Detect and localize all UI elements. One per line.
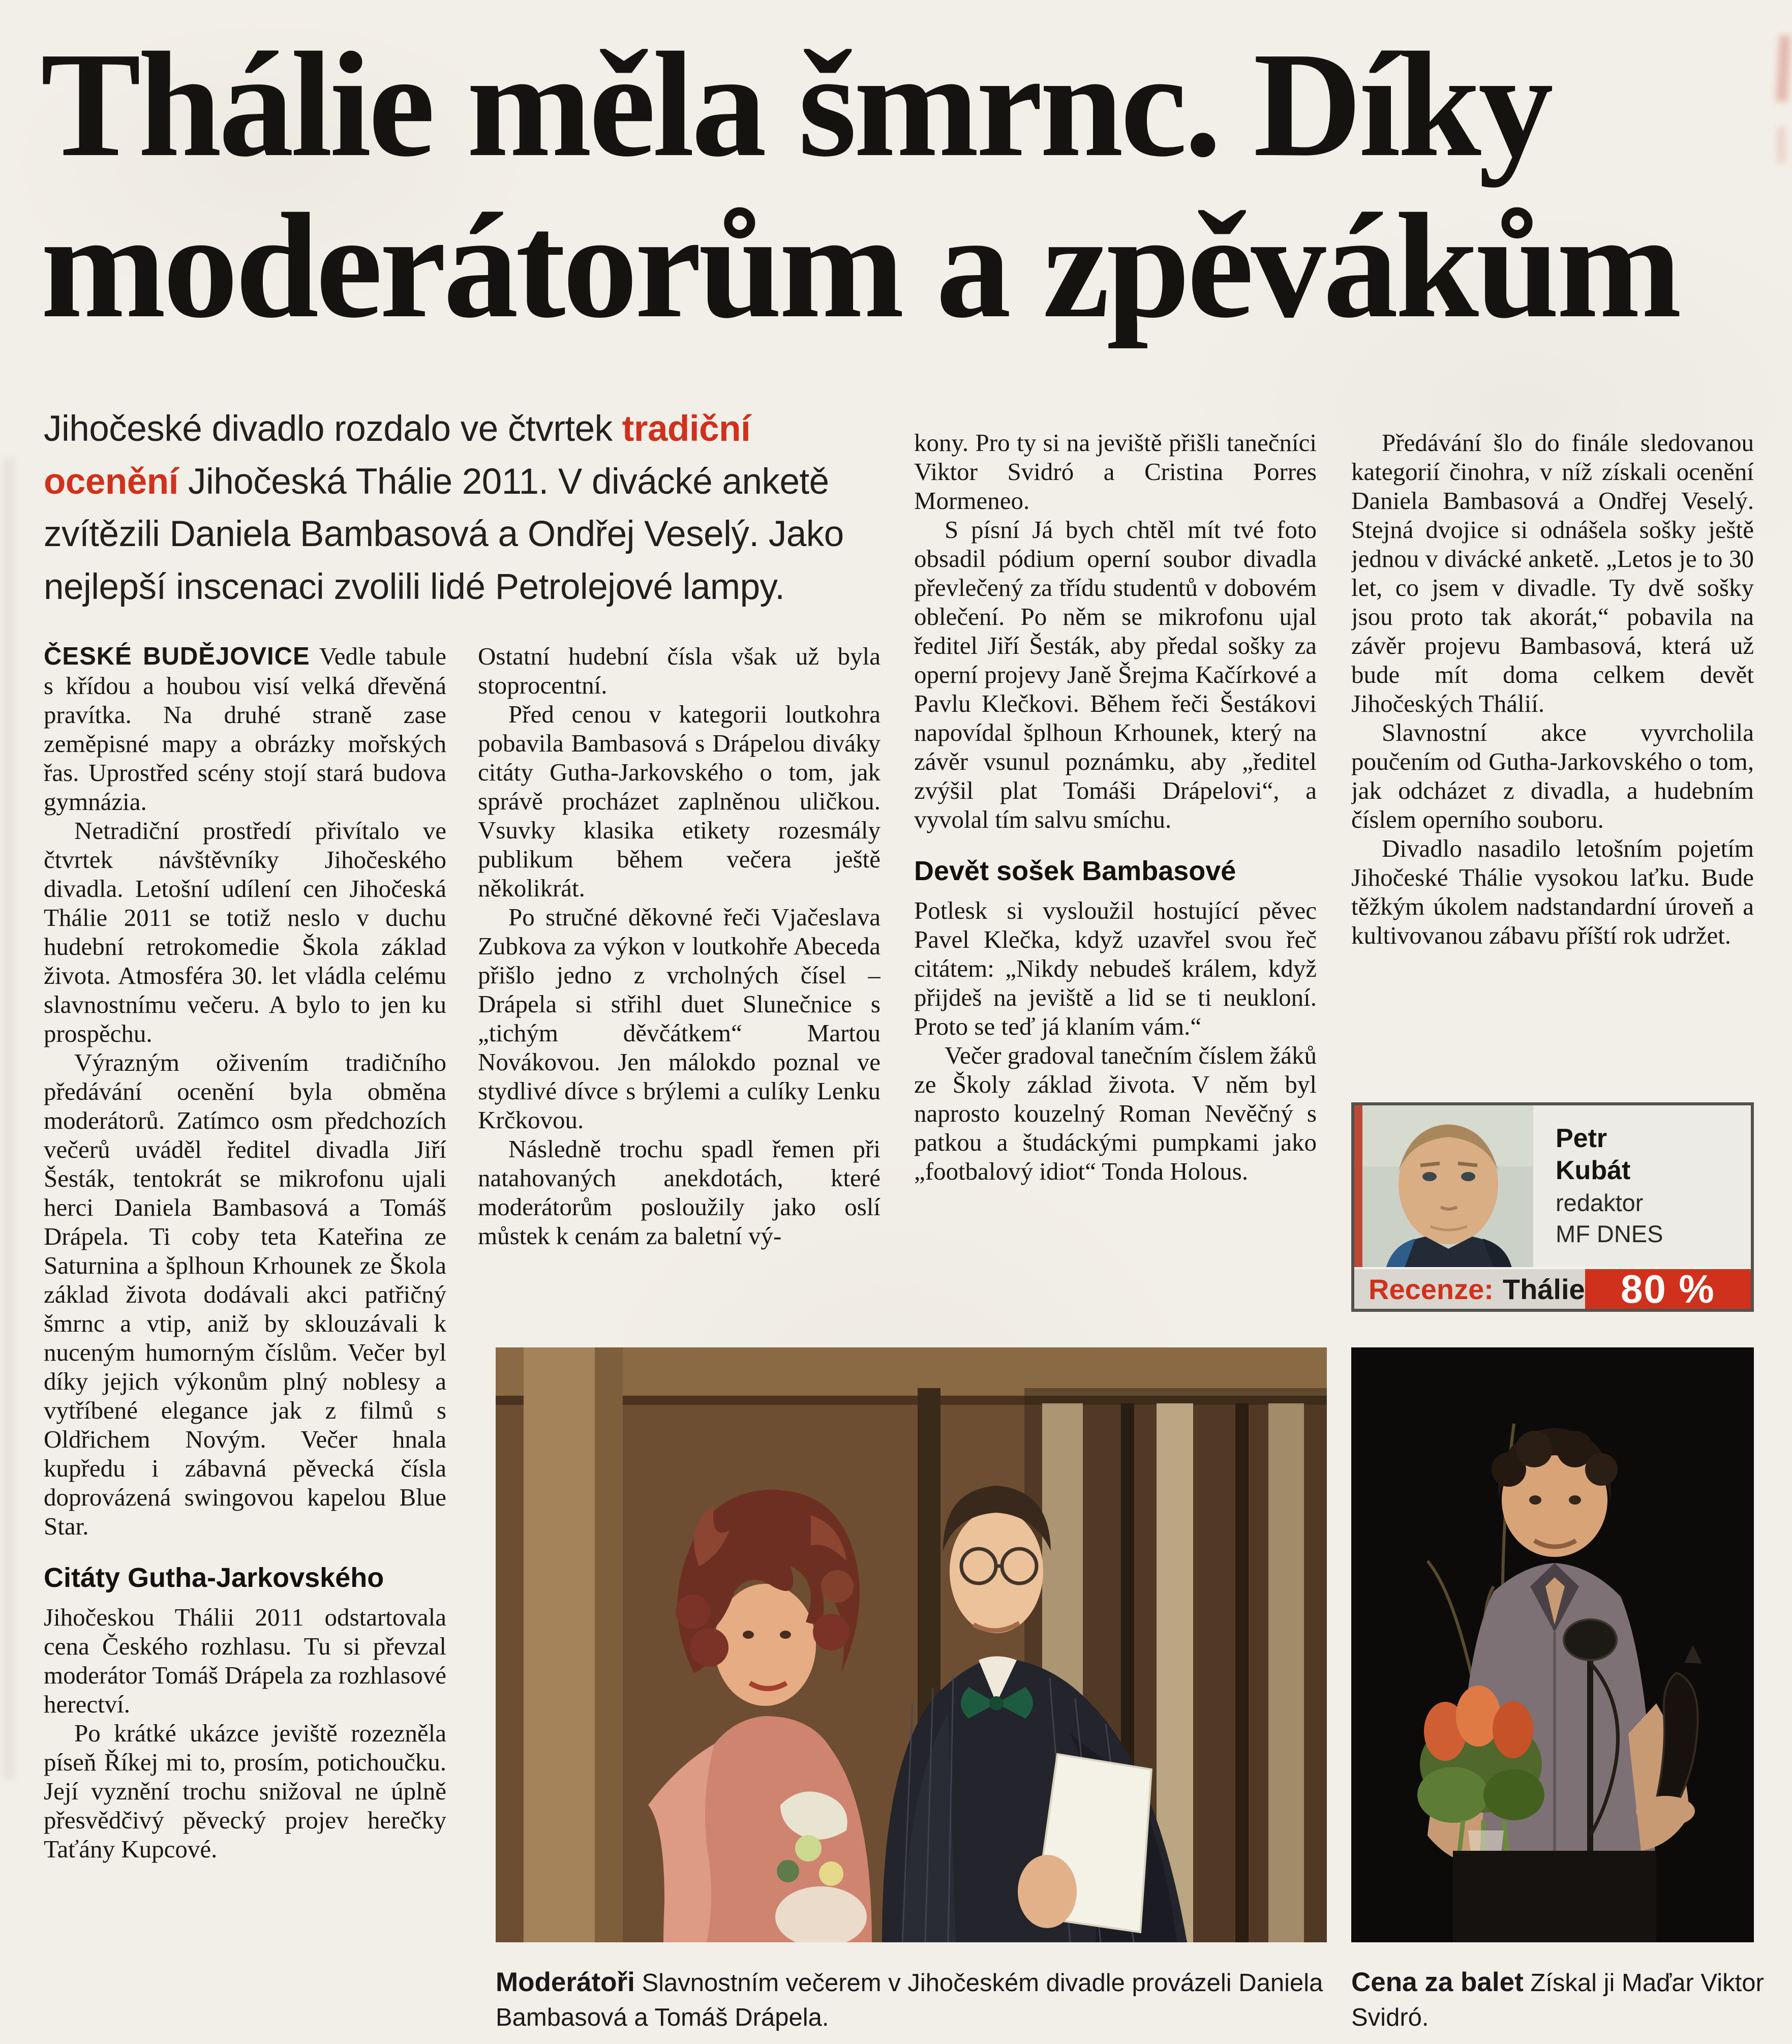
paragraph: Slavnostní akce vyvrcholila poučením od Gutha-Jarkovského o tom, jak odcházet z divadla, a hudebním číslem operního souboru. bbox=[1351, 718, 1754, 833]
reviewer-meta bbox=[1533, 1105, 1663, 1267]
caption-lead: Moderátoři bbox=[496, 1967, 635, 1997]
lead-paragraph bbox=[44, 403, 888, 614]
lead-text-start: Jihočeské divadlo rozdalo ve čtvrtek bbox=[44, 409, 622, 449]
review-bar bbox=[1354, 1267, 1751, 1309]
body-column-3 bbox=[914, 428, 1317, 1343]
headline-line-1: Thálie měla šmrnc. Díky bbox=[41, 21, 1551, 188]
caption-lead: Cena za balet bbox=[1351, 1967, 1524, 1997]
body-column-2 bbox=[478, 642, 880, 1343]
bleedthrough-mark bbox=[2, 458, 15, 1780]
paragraph: Po stručné děkovné řeči Vjačeslava Zubkova za výkon v loutkohře Abeceda přišlo jedno z vrcholných čísel – Drápela si střihl duet Slunečnice s „tichým děvčátkem“ Martou Novákovou. Jen málokdo poznal ve stydlivé dívce s brýlemi a culíky Lenku Krčkovou. bbox=[478, 903, 880, 1134]
paragraph: kony. Pro ty si na jeviště přišli tanečníci Viktor Svidró a Cristina Porres Mormeneo. bbox=[914, 429, 1317, 515]
headline-line-2: moderátorům a zpěvákům bbox=[41, 182, 1679, 349]
paragraph: Potlesk si vysloužil hostující pěvec Pavel Klečka, když uzavřel svou řeč citátem: „Nikdy nebudeš králem, když přijdeš na jeviště a lid se ti neukloní. Proto se teď já klaním vám.“ bbox=[914, 896, 1317, 1041]
paragraph: Jihočeskou Thálii 2011 odstartovala cena Českého rozhlasu. Tu si převzal moderátor Tomáš Drápela za rozhlasové herectví. bbox=[44, 1603, 446, 1719]
reviewer-role: redaktor bbox=[1556, 1189, 1644, 1216]
lead-text-end: Jihočeská Thálie 2011. V divácké anketě zvítězili Daniela Bambasová a Ondřej Veselý. Jako nejlepší inscenaci zvolili lidé Petrolejové lampy. bbox=[44, 461, 844, 607]
body-column-1 bbox=[44, 642, 446, 2035]
reviewer-first-name: Petr bbox=[1556, 1124, 1607, 1153]
side-photo-caption bbox=[1351, 1964, 1768, 2035]
paragraph bbox=[44, 642, 446, 816]
stage-photo bbox=[496, 1347, 1327, 1942]
paragraph-text: Vedle tabule s křídou a houbou visí velká dřevěná pravítka. Na druhé straně zase zeměpisné mapy a obrázky mořských řas. Uprostřed scény stojí stará budova gymnázia. bbox=[44, 642, 446, 816]
review-label: Recenze: bbox=[1369, 1273, 1494, 1305]
ballet-photo bbox=[1351, 1347, 1754, 1942]
lead-highlight: tradiční ocenění bbox=[44, 409, 751, 502]
main-photo-caption bbox=[496, 1964, 1329, 2035]
ballet-photo-illustration bbox=[1351, 1347, 1754, 1942]
review-top bbox=[1354, 1105, 1751, 1267]
paragraph: Netradiční prostředí přivítalo ve čtvrtek návštěvníky Jihočeského divadla. Letošní udílení cen Jihočeská Thálie 2011 se totiž neslo v duchu hudební retrokomedie Škola základ života. Atmosféra 30. let vládla celému slavnostnímu večeru. A bylo to jen ku prospěchu. bbox=[44, 817, 446, 1047]
stage-photo-illustration bbox=[496, 1347, 1327, 1942]
review-score-badge: 80 % bbox=[1585, 1269, 1751, 1309]
paragraph: Divadlo nasadilo letošním pojetím Jihočeské Thálie vysokou laťku. Bude těžkým úkolem nadstandardní úroveň a kultivovanou zábavu příští rok udržet. bbox=[1351, 834, 1754, 949]
reviewer-portrait-illustration bbox=[1354, 1105, 1533, 1267]
reviewer-photo bbox=[1354, 1105, 1533, 1267]
caption-text: Získal ji Maďar Viktor Svidró. bbox=[1351, 1969, 1764, 2032]
reviewer-last-name: Kubát bbox=[1556, 1156, 1631, 1186]
body-column-4 bbox=[1351, 428, 1754, 1094]
paragraph: S písní Já bych chtěl mít tvé foto obsadil pódium operní soubor divadla převlečený za třídu studentů v dobovém oblečení. Po něm se mikrofonu ujal ředitel Jiří Šesták, aby předal sošky za operní projevy Janě Šrejma Kačírkové a Pavlu Klečkovi. Během řeči Šestákovi napovídal šplhoun Krhounek, který na závěr vsunul poznámku, aby „ředitel zvýšil plat Tomáši Drápelovi“, a vyvolal tím salvu smíchu. bbox=[914, 516, 1317, 833]
caption-text: Slavnostním večerem v Jihočeském divadle provázeli Daniela Bambasová a Tomáš Drápela. bbox=[496, 1969, 1323, 2032]
paragraph: Následně trochu spadl řemen při natahovaných anekdotách, které moderátorům posloužily jako oslí můstek k cenám za baletní vý- bbox=[478, 1135, 880, 1250]
paragraph: Předávání šlo do finále sledovanou kategorií činohra, v níž získali ocenění Daniela Bambasová a Ondřej Veselý. Stejná dvojice si odnášela sošky ještě jednou v divácké anketě. „Letos je to 30 let, co jsem v divadle. Ty dvě sošky jsou proto tak akorát,“ pobavila na závěr projevu Bambasová, která už bude mít doma celkem devět Jihočeských Thálií. bbox=[1351, 429, 1754, 717]
dateline: ČESKÉ BUDĚJOVICE bbox=[44, 643, 310, 670]
subhead-devet-sosek: Devět sošek Bambasové bbox=[914, 856, 1236, 886]
reviewer-org: MF DNES bbox=[1556, 1220, 1663, 1247]
article-headline bbox=[41, 21, 1779, 349]
paragraph: Před cenou v kategorii loutkohra pobavila Bambasová s Drápelou diváky citáty Gutha-Jarkovského o tom, jak správě procházet zaplněnou uličkou. Vsuvky klasika etikety rozesmály publikum během večera ještě několikrát. bbox=[478, 700, 880, 902]
review-box bbox=[1351, 1102, 1754, 1312]
subhead-citaty: Citáty Gutha-Jarkovského bbox=[44, 1562, 384, 1593]
paragraph: Výrazným oživením tradičního předávání ocenění byla obměna moderátorů. Zatímco osm předchozích večerů uváděl ředitel divadla Jiří Šesták, tentokrát se mikrofonu ujali herci Daniela Bambasová a Tomáš Drápela. Ti coby teta Kateřina ze Saturnina a šplhoun Krhounek ze Škola základ života dodávali akci patřičný šmrnc a vtip, aniž by sklouzávali k nuceným humorným číslům. Večer byl díky jejich výkonům plný noblesy a vytříbené elegance jak z filmů s Oldřichem Novým. Večer hnala kupředu i zábavná pěvecká čísla doprovázená swingovou kapelou Blue Star. bbox=[44, 1048, 446, 1540]
paragraph: Po krátké ukázce jeviště rozezněla píseň Říkej mi to, prosím, potichoučku. Její vyznění trochu snižoval ne úplně přesvědčivý pěvecký projev herečky Taťány Kupcové. bbox=[44, 1719, 446, 1863]
review-subject: Thálie bbox=[1502, 1273, 1585, 1305]
paragraph: Ostatní hudební čísla však už byla stoprocentní. bbox=[478, 642, 880, 699]
paragraph: Večer gradoval tanečním číslem žáků ze Školy základ života. V něm byl naprosto kouzelný Roman Nevěčný s patkou a študáckými pumpkami jako „footbalový idiot“ Tonda Holous. bbox=[914, 1041, 1317, 1186]
